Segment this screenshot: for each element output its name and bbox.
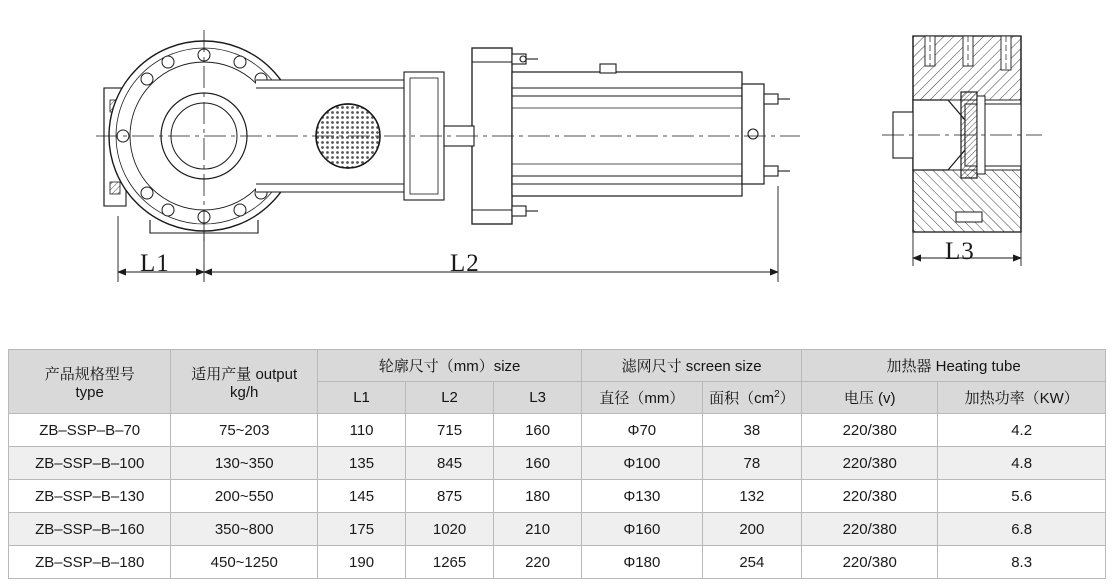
table-row	[9, 414, 1106, 447]
cell-l3: 160	[494, 447, 582, 480]
header-heater-group: 加热器 Heating tube	[802, 350, 1106, 382]
cell-output: 350~800	[171, 513, 318, 546]
cell-l3: 220	[494, 546, 582, 579]
cell-l1: 110	[318, 414, 406, 447]
cell-l2: 1020	[406, 513, 494, 546]
cell-diameter: Φ70	[582, 414, 702, 447]
header-output-line2: kg/h	[230, 383, 259, 401]
header-l1: L1	[318, 382, 406, 414]
cell-power: 4.2	[938, 414, 1106, 447]
cell-area: 38	[702, 414, 802, 447]
specification-table-wrapper	[8, 349, 1106, 579]
cell-output: 450~1250	[171, 546, 318, 579]
cell-voltage: 220/380	[802, 414, 938, 447]
header-type	[9, 350, 171, 414]
cell-diameter: Φ180	[582, 546, 702, 579]
header-type-line2: type	[75, 383, 104, 401]
cell-area: 254	[702, 546, 802, 579]
table-row	[9, 513, 1106, 546]
cell-l1: 145	[318, 480, 406, 513]
specification-table	[8, 349, 1106, 579]
section-view	[882, 36, 1042, 232]
header-power: 加热功率（KW）	[938, 382, 1106, 414]
cell-l1: 190	[318, 546, 406, 579]
table-body	[9, 414, 1106, 579]
header-area-sup: 2	[774, 389, 780, 400]
cell-area: 132	[702, 480, 802, 513]
cell-area: 78	[702, 447, 802, 480]
cell-type: ZB–SSP–B–100	[9, 447, 171, 480]
cell-output: 75~203	[171, 414, 318, 447]
cell-diameter: Φ100	[582, 447, 702, 480]
cell-l3: 160	[494, 414, 582, 447]
header-voltage: 电压 (v)	[802, 382, 938, 414]
header-screen-group: 滤网尺寸 screen size	[582, 350, 802, 382]
table-row	[9, 447, 1106, 480]
header-size-group: 轮廓尺寸（mm）size	[318, 350, 582, 382]
header-l3: L3	[494, 382, 582, 414]
cell-diameter: Φ160	[582, 513, 702, 546]
table-header	[9, 350, 1106, 414]
cell-type: ZB–SSP–B–180	[9, 546, 171, 579]
header-area	[702, 382, 802, 414]
cell-voltage: 220/380	[802, 513, 938, 546]
cell-power: 5.6	[938, 480, 1106, 513]
header-output	[171, 350, 318, 414]
cell-l3: 210	[494, 513, 582, 546]
cell-l2: 845	[406, 447, 494, 480]
header-area-text: 面积（cm	[709, 390, 775, 407]
cell-voltage: 220/380	[802, 447, 938, 480]
cell-diameter: Φ130	[582, 480, 702, 513]
cell-type: ZB–SSP–B–130	[9, 480, 171, 513]
dimension-label-l3: L3	[945, 238, 975, 265]
cell-output: 200~550	[171, 480, 318, 513]
header-area-tail: ）	[779, 390, 795, 407]
dimension-label-l1: L1	[140, 250, 170, 277]
cell-l2: 1265	[406, 546, 494, 579]
table-row	[9, 480, 1106, 513]
cell-power: 4.8	[938, 447, 1106, 480]
table-header-row-1	[9, 350, 1106, 382]
cell-power: 6.8	[938, 513, 1106, 546]
table-row	[9, 546, 1106, 579]
cell-power: 8.3	[938, 546, 1106, 579]
dimension-label-l2: L2	[450, 250, 480, 277]
header-l2: L2	[406, 382, 494, 414]
cell-l3: 180	[494, 480, 582, 513]
header-output-line1: 适用产量 output	[191, 365, 298, 383]
cell-voltage: 220/380	[802, 480, 938, 513]
header-diameter: 直径（mm）	[582, 382, 702, 414]
header-type-line1: 产品规格型号	[44, 365, 135, 383]
cell-l1: 175	[318, 513, 406, 546]
cell-type: ZB–SSP–B–70	[9, 414, 171, 447]
cell-output: 130~350	[171, 447, 318, 480]
cell-l2: 715	[406, 414, 494, 447]
cell-voltage: 220/380	[802, 546, 938, 579]
cell-l2: 875	[406, 480, 494, 513]
assembly-side-view	[96, 30, 800, 244]
cell-type: ZB–SSP–B–160	[9, 513, 171, 546]
cell-l1: 135	[318, 447, 406, 480]
cell-area: 200	[702, 513, 802, 546]
cylinder-end-bolts	[764, 94, 790, 176]
